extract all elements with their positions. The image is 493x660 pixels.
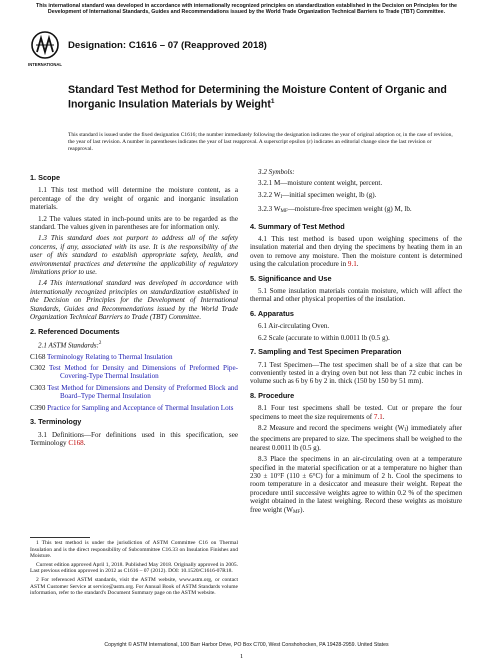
para-8-3: 8.3 Place the specimens in an air-circulating oven at a temperature specified in the material specification or at a temperature no higher than 230 ± 10°F (110 ± 6°C) for a minimum of 2 h. Cool the specimens to room temperature in a desiccator and measure their weight. Repeat the procedure until successive weights agree to within 0.2 % of the specimen weight obtained in the latest weighing. Record these weights as moisture free weight $(W_{MF})$. [250, 455, 462, 515]
para-6-2: 6.2 Scale (accurate to within 0.0011 lb (0.5 g). [258, 333, 390, 342]
footnote-divider [30, 537, 90, 538]
section-heading-apparatus: 6. Apparatus [250, 308, 294, 318]
svg-text:INTERNATIONAL: INTERNATIONAL [28, 62, 62, 67]
footnote-2: 2 For referenced ASTM standards, visit the ASTM website, www.astm.org, or contact ASTM Customer Service at service@astm.org. For Annual Book of ASTM Standards volume information, refer to the standard's Document Summary page on the ASTM website. [30, 576, 238, 597]
issuance-statement: This standard is issued under the fixed designation C1616; the number immediately following the designation indicates the year of original adoption or, in the case of revision, the year of last revision. A number in parentheses indicates the year of last reapproval. A superscript epsilon (ε) indicates an editorial change since the last revision or reapproval. [68, 132, 453, 152]
para-3-2-1: 3.2.1 M—moisture content weight, percent. [258, 179, 383, 188]
title-footnote-mark: 1 [270, 98, 275, 106]
footnote-1: 1 This test method is under the jurisdiction of ASTM Committee C16 on Thermal Insulation and is the direct responsibility of Subcommittee C16.33 on Insulation Finishes and Moisture. [30, 540, 238, 560]
para-2-1: 2.1 ASTM Standards:$^2$ [38, 340, 102, 350]
para-3-2-3: 3.2.3 $W_{MF}—moisture$-free specimen weight (g) M, lb. [258, 205, 412, 215]
section-heading-summary: 4. Summary of Test Method [250, 221, 345, 231]
ref-c302[interactable]: C302 Test Method for Density and Dimensions of Preformed Pipe-Covering-Type Thermal Insulation [30, 364, 238, 381]
footnotes [30, 540, 238, 599]
section-heading-terminology: 3. Terminology [30, 417, 82, 427]
section-heading-significance: 5. Significance and Use [250, 273, 332, 283]
para-6-1: 6.1 Air-circulating Oven. [258, 322, 330, 331]
tbt-notice: This international standard was developed in accordance with internationally recognized principles on standardization established in the Decision on Principles for the Development of International Standards, Guides and Recommendations issued by the World Trade Organization Technical Barriers to Trade (TBT) Committee. [36, 3, 457, 16]
section-heading-scope: 1. Scope [30, 173, 61, 182]
para-5-1: 5.1 Some insulation materials contain moisture, which will affect the thermal and other physical properties of the insulation. [250, 287, 462, 304]
section-heading-procedure: 8. Procedure [250, 390, 295, 400]
designation: Designation: C1616 – 07 (Reapproved 2018) [68, 40, 267, 51]
para-4-1: 4.1 This test method is based upon weighing specimens of the insulation material and then drying the specimens by heating them in an oven to remove any moisture. Then the moisture content is determined using the calculation procedure in 9.1. [250, 235, 462, 269]
section-heading-referenced-documents: 2. Referenced Documents [30, 326, 120, 336]
ref-c168[interactable]: C168 Terminology Relating to Thermal Insulation [30, 352, 173, 361]
para-3-1: 3.1 Definitions—For definitions used in this specification, see Terminology C168. [30, 430, 238, 447]
para-1-1: 1.1 This test method will determine the moisture content, as a percentage of the dry weight of organic and inorganic insulation materials. [30, 186, 238, 212]
ref-c390[interactable]: C390 Practice for Sampling and Acceptance of Thermal Insulation Lots [30, 403, 234, 412]
link-9-1[interactable]: 9.1 [347, 260, 357, 269]
footnote-1-edition: Current edition approved April 1, 2018. Published May 2018. Originally approved in 2005. Last previous edition approved in 2012 as C1616 – 07 (2012). DOI: 10.1520/C1616-07R18. [30, 561, 238, 575]
right-column [250, 168, 462, 520]
document-title: Standard Test Method for Determining the Moisture Content of Organic and Inorganic Insulation Materials by Weight$^1$ [68, 84, 447, 111]
ref-c303[interactable]: C303 Test Method for Dimensions and Density of Preformed Block and Board–Type Thermal Insulation [30, 383, 238, 401]
para-7-1: 7.1 Test Specimen—The test specimen shall be of a size that can be conveniently tested in a drying oven but not less than 72 cubic inches in volume such as 6 by 6 by 2 in. thick (150 by 150 by 51 mm). [250, 360, 462, 386]
para-1-2: 1.2 The values stated in inch-pound units are to be regarded as the standard. The values given in parentheses are for information only. [30, 214, 238, 232]
para-8-2: 8.2 Measure and record the specimens weight $(W_I)$ immediately after the specimens are prepared to size. The specimens shall be weighed to the nearest 0.0011 lb (0.5 g). [250, 423, 462, 452]
page-number: 1 [240, 653, 244, 660]
para-3-2-2: 3.2.2 $W_I—initial$ specimen weight, lb (g). [258, 190, 377, 200]
section-heading-sampling: 7. Sampling and Test Specimen Preparation [250, 347, 402, 357]
astm-logo [30, 30, 60, 70]
para-8-1: 8.1 Four test specimens shall be tested. Cut or prepare the four specimens to meet the size requirements of 7.1. [250, 404, 462, 421]
left-column [30, 168, 238, 450]
para-1-3: 1.3 This standard does not purport to address all of the safety concerns, if any, associated with its use. It is the responsibility of the user of this standard to establish appropriate safety, health, and environmental practices and determine the applicability of regulatory limitations prior to use. [30, 234, 238, 277]
link-7-1[interactable]: 7.1 [373, 412, 383, 421]
link-c168[interactable]: C168 [68, 438, 84, 447]
para-1-4: 1.4 This international standard was developed in accordance with internationally recognized principles on standardization established in the Decision on Principles for the Development of International Standards, Guides and Recommendations issued by the World Trade Organization Technical Barriers to Trade (TBT) Committee. [30, 279, 238, 322]
para-3-2: 3.2 Symbols: [258, 168, 295, 176]
copyright-footer: Copyright © ASTM International, 100 Barr Harbor Drive, PO Box C700, West Conshohocken, PA 19428-2959. United States [104, 642, 389, 648]
